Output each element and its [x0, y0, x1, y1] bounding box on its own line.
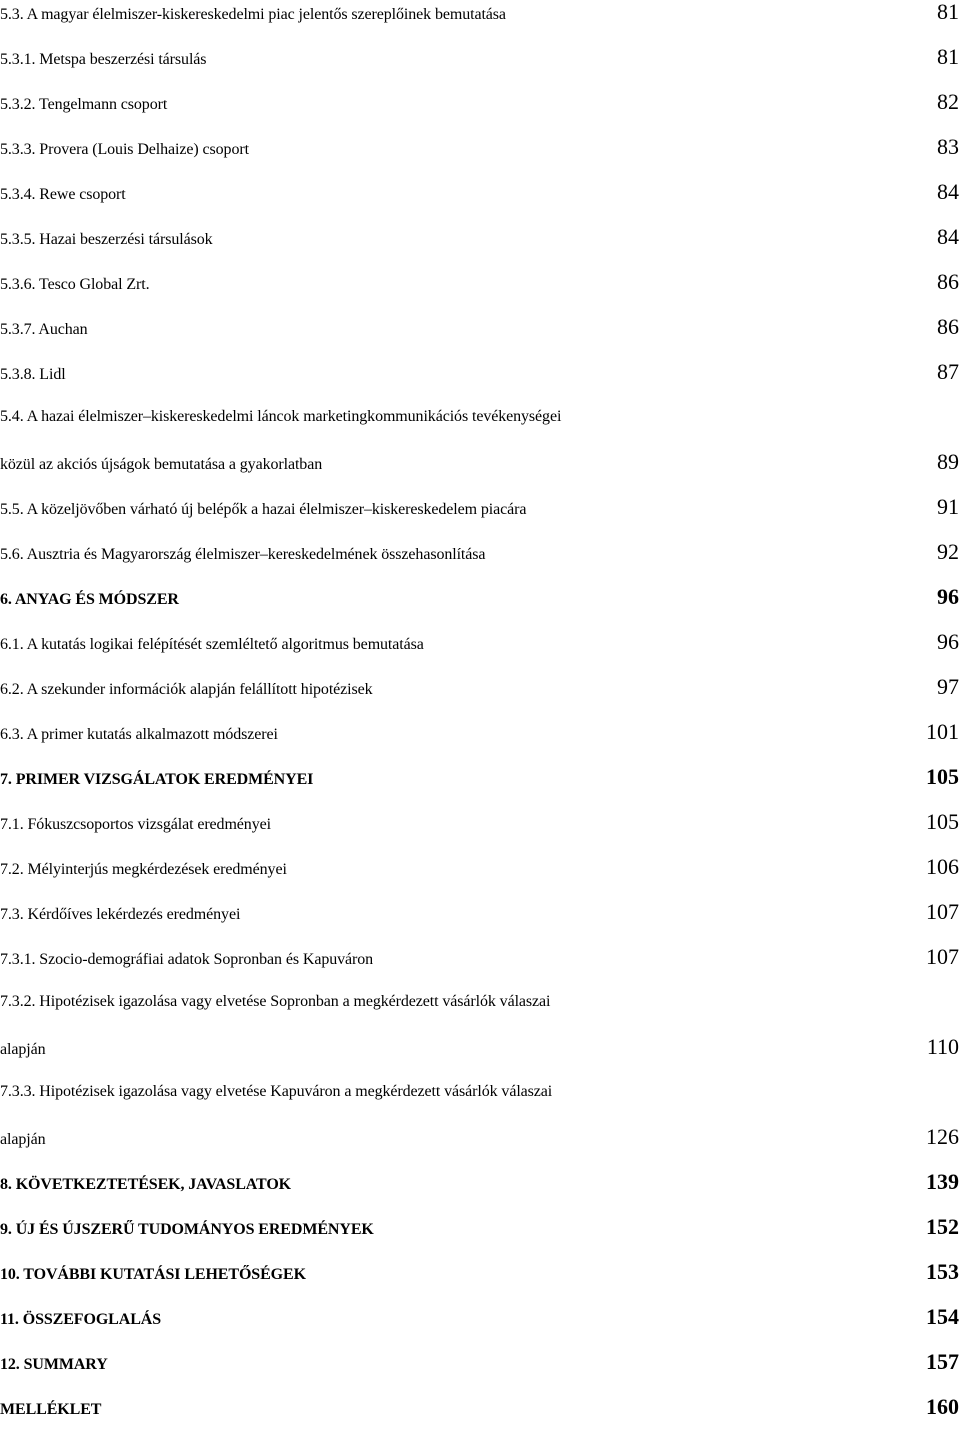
toc-entry[interactable]: [0, 1305, 960, 1350]
toc-entry[interactable]: [0, 1035, 960, 1080]
toc-entry[interactable]: [0, 810, 960, 855]
toc-entry-page-number: 139: [926, 1169, 959, 1194]
toc-entry-title: 10. TOVÁBBI KUTATÁSI LEHETŐSÉGEK: [0, 1266, 306, 1283]
toc-entry-page-number: 126: [926, 1124, 959, 1149]
toc-entry-title: 5.3.1. Metspa beszerzési társulás: [0, 51, 207, 68]
toc-entry-page-number: 107: [926, 944, 959, 969]
toc-entry[interactable]: [0, 720, 960, 765]
toc-entry-title: alapján: [0, 1041, 46, 1058]
toc-entry[interactable]: [0, 180, 960, 225]
toc-entry-page-number: 92: [937, 539, 959, 564]
toc-entry-page-number: 152: [926, 1214, 959, 1239]
toc-entry-title: 5.3.4. Rewe csoport: [0, 186, 126, 203]
toc-entry[interactable]: [0, 45, 960, 90]
toc-entry-title: 7.3. Kérdőíves lekérdezés eredményei: [0, 906, 241, 923]
toc-entry-page-number: 84: [937, 179, 959, 204]
toc-entry[interactable]: [0, 765, 960, 810]
toc-entry-page-number: 160: [926, 1394, 959, 1419]
toc-entry-page-number: 97: [937, 674, 959, 699]
toc-entry-title: 5.4. A hazai élelmiszer–kiskereskedelmi láncok marketingkommunikációs tevékenységei: [0, 408, 562, 425]
toc-entry-title: 5.3.8. Lidl: [0, 366, 66, 383]
toc-entry-title: 6.2. A szekunder információk alapján felállított hipotézisek: [0, 681, 373, 698]
toc-entry-page-number: 154: [926, 1304, 959, 1329]
toc-entry-title: közül az akciós újságok bemutatása a gyakorlatban: [0, 456, 323, 473]
toc-entry[interactable]: [0, 585, 960, 630]
toc-entry[interactable]: [0, 1395, 960, 1440]
toc-entry[interactable]: [0, 675, 960, 720]
toc-entry-title: 5.6. Ausztria és Magyarország élelmiszer–kereskedelmének összehasonlítása: [0, 546, 486, 563]
toc-entry-page-number: 91: [937, 494, 959, 519]
toc-entry-page-number: 107: [926, 899, 959, 924]
toc-entry-page-number: 106: [926, 854, 959, 879]
toc-entry-title: 7.3.1. Szocio-demográfiai adatok Sopronban és Kapuváron: [0, 951, 374, 968]
toc-entry-page-number: 110: [926, 1034, 959, 1059]
toc-entry[interactable]: [0, 855, 960, 900]
toc-entry[interactable]: [0, 315, 960, 360]
toc-entry[interactable]: [0, 630, 960, 675]
toc-entry[interactable]: [0, 990, 960, 1035]
toc-entry-title: 7.2. Mélyinterjús megkérdezések eredményei: [0, 861, 287, 878]
toc-entry[interactable]: [0, 945, 960, 990]
toc-entry[interactable]: [0, 1215, 960, 1260]
toc-entry[interactable]: [0, 0, 960, 45]
toc-entry-page-number: 84: [937, 224, 959, 249]
toc-entry-title: 7.1. Fókuszcsoportos vizsgálat eredményei: [0, 816, 271, 833]
toc-entry[interactable]: [0, 1350, 960, 1395]
toc-entry[interactable]: [0, 1080, 960, 1125]
toc-entry-page-number: 101: [926, 719, 959, 744]
toc-entry[interactable]: [0, 1260, 960, 1305]
toc-entry-page-number: 105: [926, 809, 959, 834]
toc-entry-page-number: 81: [937, 44, 959, 69]
toc-entry[interactable]: [0, 900, 960, 945]
toc-entry-page-number: 81: [937, 0, 959, 24]
toc-entry-page-number: 153: [926, 1259, 959, 1284]
toc-entry[interactable]: [0, 1125, 960, 1170]
toc-entry-title: 7.3.2. Hipotézisek igazolása vagy elvetése Sopronban a megkérdezett vásárlók válaszai: [0, 993, 551, 1010]
toc-entry[interactable]: [0, 360, 960, 405]
toc-entry-title: 6. ANYAG ÉS MÓDSZER: [0, 591, 179, 608]
toc-entry-title: 6.3. A primer kutatás alkalmazott módszerei: [0, 726, 278, 743]
toc-entry-title: 6.1. A kutatás logikai felépítését szemléltető algoritmus bemutatása: [0, 636, 424, 653]
toc-entry-title: 11. ÖSSZEFOGLALÁS: [0, 1311, 162, 1328]
toc-entry[interactable]: [0, 1170, 960, 1215]
toc-entry[interactable]: [0, 540, 960, 585]
toc-entry-page-number: 105: [926, 764, 959, 789]
toc-entry-title: 7.3.3. Hipotézisek igazolása vagy elvetése Kapuváron a megkérdezett vásárlók válaszai: [0, 1083, 553, 1100]
toc-entry[interactable]: [0, 135, 960, 180]
toc-entry[interactable]: [0, 270, 960, 315]
toc-entry-page-number: 83: [937, 134, 959, 159]
toc-entry[interactable]: [0, 90, 960, 135]
toc-entry-title: 5.3.7. Auchan: [0, 321, 88, 338]
toc-entry-page-number: 89: [937, 449, 959, 474]
toc-entry-page-number: 157: [926, 1349, 959, 1374]
toc-entry-title: 7. PRIMER VIZSGÁLATOK EREDMÉNYEI: [0, 771, 314, 788]
toc-entry-page-number: 96: [937, 584, 959, 609]
toc-entry-title: 5.3.2. Tengelmann csoport: [0, 96, 168, 113]
toc-entry-title: 5.3.5. Hazai beszerzési társulások: [0, 231, 213, 248]
toc-entry-title: 5.3.3. Provera (Louis Delhaize) csoport: [0, 141, 249, 158]
toc-entry-page-number: 82: [937, 89, 959, 114]
toc-entry-title: alapján: [0, 1131, 46, 1148]
toc-entry-page-number: 86: [937, 314, 959, 339]
toc-entry[interactable]: [0, 495, 960, 540]
toc-entry-title: 9. ÚJ ÉS ÚJSZERŰ TUDOMÁNYOS EREDMÉNYEK: [0, 1221, 374, 1238]
toc-entry[interactable]: [0, 405, 960, 450]
toc-entry-page-number: 86: [937, 269, 959, 294]
toc-entry-title: 5.5. A közeljövőben várható új belépők a hazai élelmiszer–kiskereskedelem piacára: [0, 501, 527, 518]
toc-entry-title: MELLÉKLET: [0, 1401, 102, 1418]
toc-entry-title: 8. KÖVETKEZTETÉSEK, JAVASLATOK: [0, 1176, 292, 1193]
toc-entry[interactable]: [0, 450, 960, 495]
toc-entry-page-number: 87: [937, 359, 959, 384]
toc-entry-page-number: 96: [937, 629, 959, 654]
toc-entry[interactable]: [0, 225, 960, 270]
toc-entry-title: 5.3. A magyar élelmiszer-kiskereskedelmi piac jelentős szereplőinek bemutatása: [0, 6, 506, 23]
toc-entry-title: 5.3.6. Tesco Global Zrt.: [0, 276, 150, 293]
toc-entry-title: 12. SUMMARY: [0, 1356, 108, 1373]
